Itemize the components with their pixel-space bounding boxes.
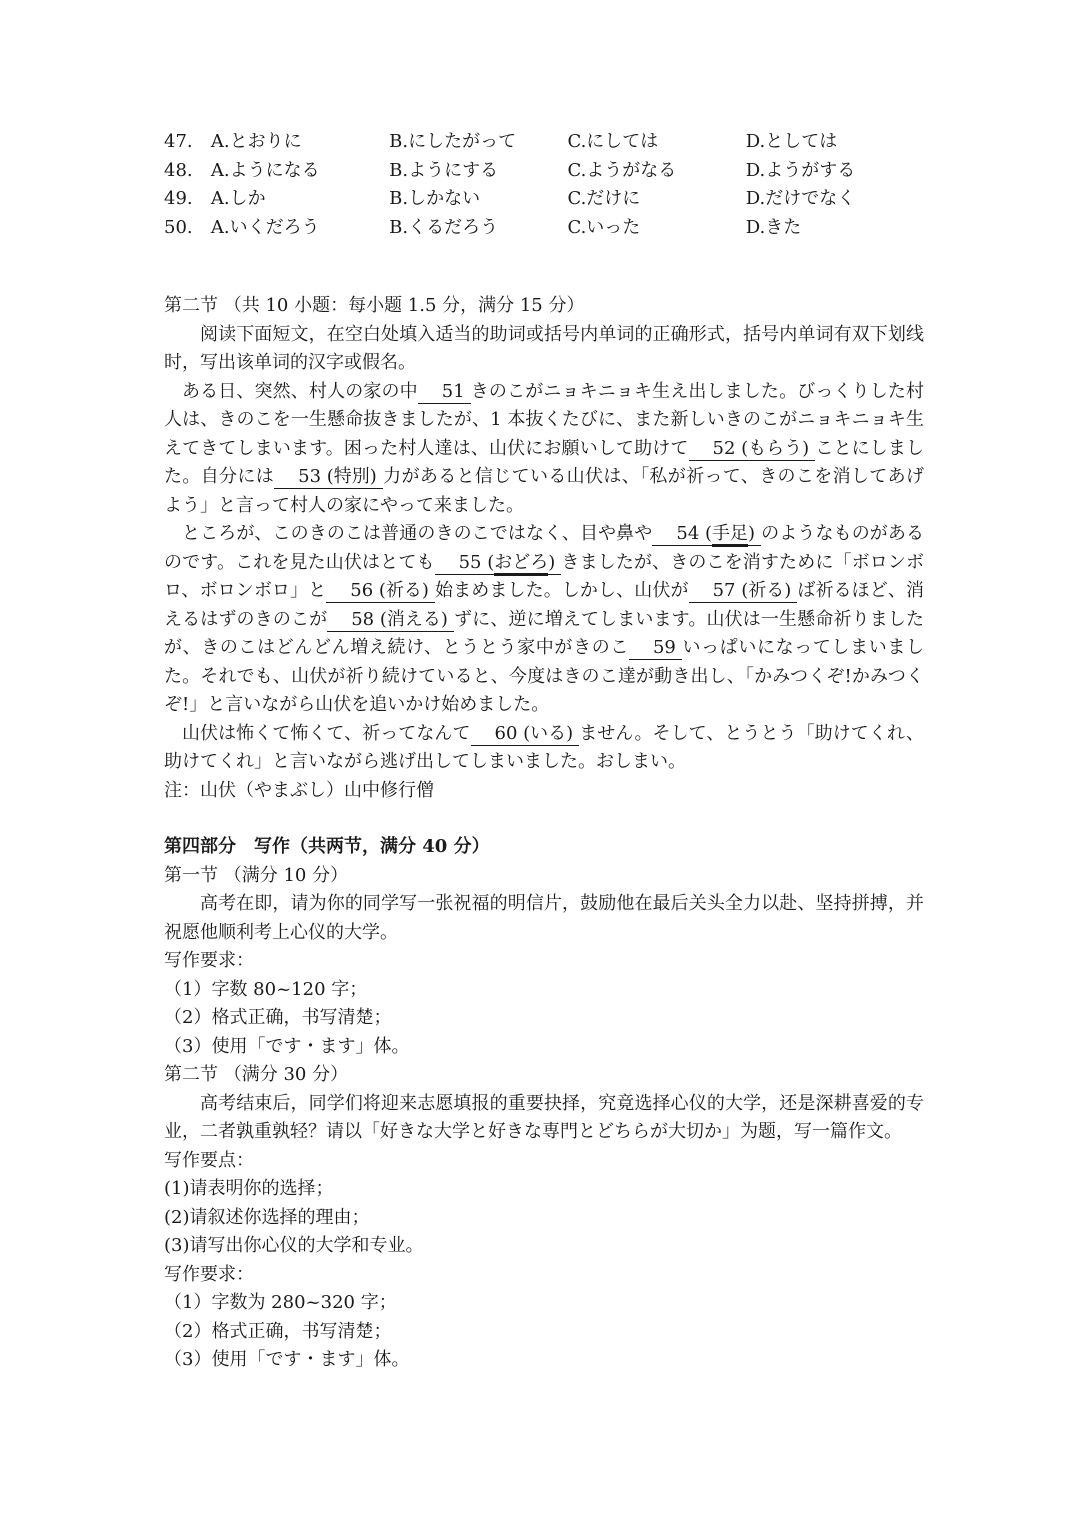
option-a: A.いくだろう [210, 216, 320, 238]
option-d: D.ようがする [745, 159, 856, 181]
writing-point: (2)请叙述你选择的理由； [164, 1206, 370, 1228]
option-a: A.とおりに [210, 131, 302, 152]
passage-paragraph-1 [164, 378, 924, 521]
blank-51: 51 [418, 381, 471, 404]
blank-54 [652, 523, 761, 546]
writing-requirement: （1）字数 80~120 字； [164, 978, 368, 1000]
writing-section-1-prompt: 高考在即，请为你的同学写一张祝福的明信片，鼓励他在最后关头全力以赴、坚持拼搏，并祝愿他顺利考上心仪的大学。 [164, 893, 924, 943]
writing-requirement: （3）使用「です・ます」体。 [164, 1035, 410, 1057]
option-b: B.にしたがって [389, 131, 517, 152]
blank-paren: ) [748, 523, 756, 544]
option-c: C.ようがなる [567, 159, 677, 181]
section-2 [164, 292, 924, 805]
writing-points-title: 写作要点： [164, 1149, 254, 1171]
option-d: D.だけでなく [745, 188, 856, 209]
options-list [164, 128, 924, 242]
passage-text: ません。そして、とうとう「助けてくれ、助けてくれ」と言いながら逃げ出してしまいました。おしまい。 [164, 722, 924, 772]
passage-text: ところが、このきのこは普通のきのこではなく、目や鼻や [182, 523, 653, 544]
option-d: D.としては [745, 131, 838, 152]
passage-text: 始まめました。しかし、山伏が [434, 580, 689, 601]
passage-text: 山伏は怖くて怖くて、祈ってなんて [182, 722, 471, 744]
option-row-50 [164, 214, 924, 243]
passage-note: 注：山伏（やまぶし）山中修行僧 [164, 779, 434, 801]
option-b: B.しかない [389, 188, 481, 209]
blank-57: 57 (祈る) [689, 580, 798, 603]
writing-point: (3)请写出你心仪的大学和专业。 [164, 1235, 424, 1256]
question-number: 48. [164, 159, 193, 181]
option-b: B.くるだろう [389, 216, 499, 238]
option-row-49 [164, 185, 924, 214]
writing-point: (1)请表明你的选择； [164, 1178, 334, 1199]
blank-60: 60 (いる) [471, 723, 580, 746]
passage-text: いっぱいになってしまいました。それでも、山伏が祈り続けていると、今度はきのこ達が動き出し、「かみつくぞ!かみつくぞ!」と言いながら山伏を追いかけ始めました。 [164, 637, 925, 715]
passage-paragraph-2 [164, 520, 924, 720]
passage-text: ば祈るほど、消えるはずのきのこが [164, 580, 925, 630]
option-b: B.ようにする [389, 159, 499, 181]
option-a: A.ようになる [210, 159, 320, 181]
blank-number: 55 ( [458, 551, 495, 573]
blank-56: 56 (祈る) [326, 580, 435, 603]
part-4-title: 第四部分 写作（共两节，满分 40 分） [164, 836, 490, 857]
option-c: C.にしては [567, 131, 659, 152]
passage-text: ある日、突然、村人の家の中 [182, 380, 418, 402]
question-number: 49. [164, 188, 193, 209]
writing-requirement: （3）使用「です・ます」体。 [164, 1349, 410, 1370]
option-row-48 [164, 157, 924, 186]
passage-text: 力があると信じている山伏は、「私が祈って、きのこを消してあげよう」と言って村人の家にやって来ました。 [164, 466, 925, 516]
writing-section-1-title: 第一节 （满分 10 分） [164, 864, 349, 886]
writing-requirement: （2）格式正确，书写清楚； [164, 1007, 392, 1028]
option-row-47 [164, 128, 924, 157]
blank-number: 54 ( [676, 523, 713, 544]
double-underlined-word: 手足 [712, 523, 748, 547]
passage-text: ことにしました。自分には [164, 437, 925, 487]
question-number: 50. [164, 216, 193, 238]
passage-text: のようなものがあるのです。これを見た山伏はとても [164, 523, 925, 573]
blank-52: 52 (もらう) [689, 438, 816, 461]
part-4-writing [164, 833, 924, 1375]
blank-paren: ) [548, 551, 556, 573]
writing-requirement: （1）字数为 280~320 字； [164, 1292, 397, 1313]
writing-requirements-title: 写作要求： [164, 1263, 254, 1285]
blank-53: 53 (特別) [274, 466, 383, 489]
writing-requirements-title: 写作要求： [164, 950, 254, 971]
section-2-instruction: 阅读下面短文，在空白处填入适当的助词或括号内单词的正确形式，括号内单词有双下划线时，写出该单词的汉字或假名。 [164, 323, 924, 373]
blank-59: 59 [629, 637, 682, 660]
option-c: C.だけに [567, 188, 641, 209]
writing-section-2-title: 第二节 （满分 30 分） [164, 1064, 349, 1085]
exam-page [164, 128, 924, 1375]
passage-text: きましたが、きのこを消すために「ボロンボロ、ボロンボロ」と [164, 551, 925, 601]
blank-58: 58 (消える) [327, 609, 454, 632]
writing-requirement: （2）格式正确，书写清楚； [164, 1320, 392, 1342]
section-2-title: 第二节 （共 10 小题：每小题 1.5 分，满分 15 分） [164, 295, 585, 316]
passage-paragraph-3 [164, 720, 924, 777]
option-a: A.しか [210, 188, 266, 209]
option-c: C.いった [567, 216, 641, 238]
writing-section-2-prompt: 高考结束后，同学们将迎来志愿填报的重要抉择，究竟选择心仪的大学，还是深耕喜爱的专业，二者孰重孰轻？请以「好きな大学と好きな専門とどちらが大切か」为题，写一篇作文。 [164, 1092, 924, 1142]
option-d: D.きた [745, 216, 802, 238]
passage-text: ずに、逆に増えてしまいます。山伏は一生懸命祈りましたが、きのこはどんどん増え続け、とうとう家中がきのこ [164, 608, 925, 658]
double-underlined-word: おどろ [494, 552, 548, 576]
passage-text: きのこがニョキニョキ生え出しました。びっくりした村人は、きのこを一生懸命抜きましたが、1 本抜くたびに、また新しいきのこがニョキニョキ生えてきてしまいます。困った村人達は、山伏にお願いして助けて [164, 380, 925, 459]
question-number: 47. [164, 131, 193, 152]
blank-55 [435, 552, 562, 575]
